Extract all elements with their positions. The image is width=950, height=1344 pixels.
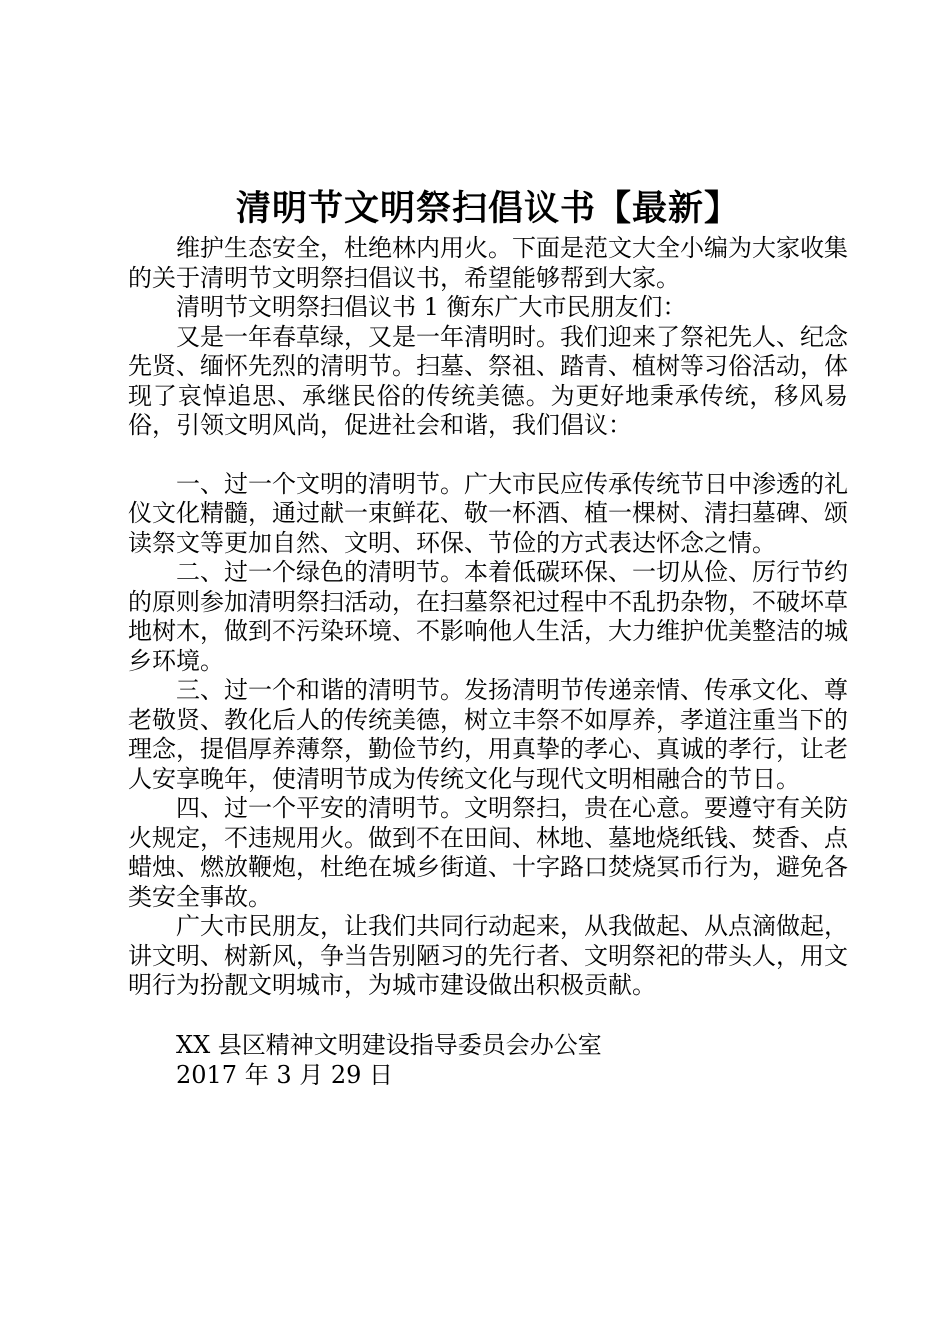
paragraph-gap [128, 441, 848, 470]
document-page [128, 186, 848, 1090]
intro-paragraph: 维护生态安全，杜绝林内用火。下面是范文大全小编为大家收集的关于清明节文明祭扫倡议书，希望能够帮到大家。 [128, 234, 848, 292]
closing-paragraph: 广大市民朋友，让我们共同行动起来，从我做起、从点滴做起，讲文明、树新风，争当告别陋习的先行者、文明祭祀的带头人，用文明行为扮靓文明城市，为城市建设做出积极贡献。 [128, 912, 848, 999]
date-line: 2017 年 3 月 29 日 [176, 1060, 394, 1089]
proposal-item-4: 四、过一个平安的清明节。文明祭扫，贵在心意。要遵守有关防火规定，不违规用火。做到不在田间、林地、墓地烧纸钱、焚香、点蜡烛、燃放鞭炮，杜绝在城乡街道、十字路口焚烧冥币行为，避免各类安全事故。 [128, 794, 848, 911]
salutation-paragraph: 清明节文明祭扫倡议书 1 衡东广大市民朋友们： [176, 293, 687, 321]
proposal-item-3: 三、过一个和谐的清明节。发扬清明节传递亲情、传承文化、尊老敬贤、教化后人的传统美德，树立丰祭不如厚养，孝道注重当下的理念，提倡厚养薄祭，勤俭节约，用真挚的孝心、真诚的孝行，让老人安享晚年，使清明节成为传统文化与现代文明相融合的节日。 [128, 676, 848, 793]
proposal-item-1: 一、过一个文明的清明节。广大市民应传承传统节日中渗透的礼仪文化精髓，通过献一束鲜花、敬一杯酒、植一棵树、清扫墓碑、颂读祭文等更加自然、文明、环保、节俭的方式表达怀念之情。 [128, 469, 848, 557]
paragraph-gap [128, 1001, 848, 1030]
opening-paragraph: 又是一年春草绿，又是一年清明时。我们迎来了祭祀先人、纪念先贤、缅怀先烈的清明节。扫墓、祭祖、踏青、植树等习俗活动，体现了哀悼追思、承继民俗的传统美德。为更好地秉承传统，移风易俗，引领文明风尚，促进社会和谐，我们倡议： [128, 322, 848, 439]
signature-line: XX 县区精神文明建设指导委员会办公室 [176, 1030, 602, 1059]
proposal-item-2: 二、过一个绿色的清明节。本着低碳环保、一切从俭、厉行节约的原则参加清明祭扫活动，在扫墓祭祀过程中不乱扔杂物，不破坏草地树木，做到不污染环境、不影响他人生活，大力维护优美整洁的城乡环境。 [128, 558, 848, 675]
document-title: 清明节文明祭扫倡议书【最新】 [235, 189, 740, 229]
